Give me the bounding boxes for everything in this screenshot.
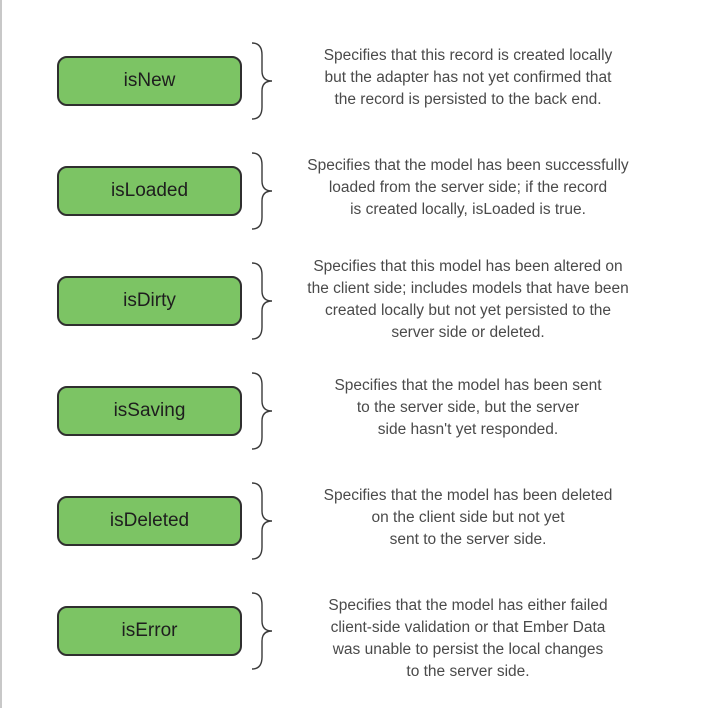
brace-icon xyxy=(248,41,278,121)
state-description-isnew: Specifies that this record is created locally but the adapter has not yet confirmed that the record is persisted to the back end. xyxy=(323,47,613,108)
state-box-isdirty: isDirty xyxy=(57,276,242,326)
state-description-iserror: Specifies that the model has either failed client-side validation or that Ember Data was unable to persist the local changes to the server side. xyxy=(328,597,608,680)
state-row-issaving xyxy=(0,355,718,465)
state-description-isdirty: Specifies that this model has been altered on the client side; includes models that have been created locally but not yet persisted to the server side or deleted. xyxy=(307,258,629,341)
state-box-issaving: isSaving xyxy=(57,386,242,436)
state-description-isdeleted: Specifies that the model has been deleted on the client side but not yet sent to the server side. xyxy=(323,487,613,548)
state-row-isdirty xyxy=(0,245,718,355)
state-box-isdeleted: isDeleted xyxy=(57,496,242,546)
brace-icon xyxy=(248,481,278,561)
brace-icon xyxy=(248,151,278,231)
brace-icon xyxy=(248,591,278,671)
state-row-iserror xyxy=(0,575,718,685)
state-box-isnew: isNew xyxy=(57,56,242,106)
state-box-iserror: isError xyxy=(57,606,242,656)
state-box-isloaded: isLoaded xyxy=(57,166,242,216)
state-description-isloaded: Specifies that the model has been successfully loaded from the server side; if the record is created locally, isLoaded is true. xyxy=(307,157,629,218)
state-row-isloaded xyxy=(0,135,718,245)
brace-icon xyxy=(248,261,278,341)
brace-icon xyxy=(248,371,278,451)
state-description-issaving: Specifies that the model has been sent to the server side, but the server side hasn't yet responded. xyxy=(334,377,602,438)
state-row-isnew xyxy=(0,25,718,135)
state-row-isdeleted xyxy=(0,465,718,575)
